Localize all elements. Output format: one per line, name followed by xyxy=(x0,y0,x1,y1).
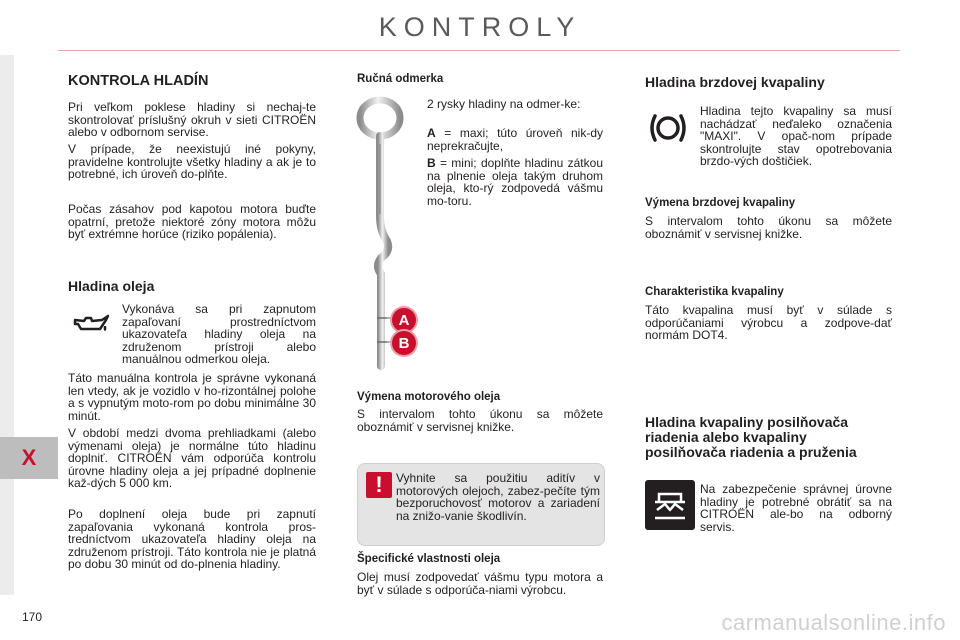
marker-b: B xyxy=(392,331,416,355)
paragraph-level-a xyxy=(427,127,603,152)
text-b: = mini; doplňte hladinu zátkou na plnenie oleja takým druhom oleja, kto-rý zodpovedá vášmu mo-toru. xyxy=(427,156,603,208)
paragraph-regular-check: V prípade, že neexistujú iné pokyny, pravidelne kontrolujte všetky hladiny a ak je to potrebné, ich úroveň do-plňte. xyxy=(68,142,316,181)
chapter-tab[interactable]: X xyxy=(0,437,58,479)
section-title-brake-fluid: Hladina brzdovej kvapaliny xyxy=(645,74,825,90)
section-title-dipstick: Ručná odmerka xyxy=(357,73,444,85)
section-title-oil-level: Hladina oleja xyxy=(68,278,155,294)
warning-note xyxy=(357,463,605,546)
page-number: 170 xyxy=(22,610,43,624)
section-title-oil-spec: Špecifické vlastnosti oleja xyxy=(357,553,501,565)
paragraph-fluid-char: Táto kvapalina musí byť v súlade s odporúčaniami výrobcu a zodpove-dať normám DOT4. xyxy=(645,303,892,342)
watermark: carmanualsonline.info xyxy=(721,610,946,635)
side-strip xyxy=(0,55,14,595)
paragraph-manual-check: Táto manuálna kontrola je správne vykonaná len vtedy, ak je vozidlo v ho-rizontálnej polohe a s vypnutým moto-rom po dobu minimálne 30 minút. xyxy=(68,371,316,423)
paragraph-oil-intro: Vykonáva sa pri zapnutom zapaľovaní prostredníctvom ukazovateľa hladiny oleja na združenom prístroji alebo manuálnou odmerkou oleja. xyxy=(122,302,316,366)
section-title-oil-change: Výmena motorového oleja xyxy=(357,391,501,403)
suspension-warning-icon xyxy=(645,480,695,530)
section-title-steering-fluid: Hladina kvapaliny posilňovača riadenia alebo kvapaliny posilňovača riadenia a pruženia xyxy=(645,414,857,460)
paragraph-brake-intro: Hladina tejto kvapaliny sa musí nachádzať neďaleko označenia "MAXI". V opač-nom prípade skontrolujte stav opotrebovania brzdo-vých doštičiek. xyxy=(700,104,892,168)
oil-can-icon xyxy=(72,312,110,336)
paragraph-steering-fluid: Na zabezpečenie správnej úrovne hladiny je potrebné obrátiť sa na CITROËN ale-bo na odborný servis. xyxy=(700,482,892,534)
paragraph-after-refill: Po doplnení oleja bude pri zapnutí zapaľovania vykonaná kontrola pros-tredníctvom ukazovateľa hladiny oleja na združenom prístroji. Táto kontrola nie je platná po dobu 30 minút od do-plnenia hladiny. xyxy=(68,507,316,571)
paragraph-hot-engine: Počas zásahov pod kapotou motora buďte opatrní, pretože niektoré zóny motora môžu byť extrémne horúce (riziko popálenia). xyxy=(68,202,316,241)
paragraph-brake-change: S intervalom tohto úkonu sa môžete oboznámiť v servisnej knižke. xyxy=(645,214,892,241)
title-rule xyxy=(58,50,900,51)
label-a: A xyxy=(427,126,436,140)
paragraph-low-level: Pri veľkom poklese hladiny si nechaj-te skontrolovať príslušný okruh v sieti CITROËN alebo v odbornom servise. xyxy=(68,100,316,139)
section-title-brake-change: Výmena brzdovej kvapaliny xyxy=(645,197,796,209)
paragraph-oil-spec: Olej musí zodpovedať vášmu typu motora a byť v súlade s odporúča-niami výrobcu. xyxy=(357,570,603,597)
warning-icon: ! xyxy=(366,472,392,498)
warning-note-text: Vyhnite sa použitiu aditív v motorových olejoch, zabez-pečíte tým bezporuchovosť motorov a zariadení na znižo-vanie škodlivín. xyxy=(396,471,600,523)
section-title-fluid-char: Charakteristika kvapaliny xyxy=(645,286,784,298)
dipstick-illustration xyxy=(355,96,425,374)
section-title-level-checks: KONTROLA HLADÍN xyxy=(68,73,209,89)
marker-a: A xyxy=(392,308,416,332)
paragraph-level-b xyxy=(427,157,603,207)
text-a: = maxi; túto úroveň nik-dy neprekračujte, xyxy=(427,126,603,153)
brake-warning-icon xyxy=(648,112,688,144)
label-b: B xyxy=(427,156,436,170)
paragraph-dipstick-intro: 2 rysky hladiny na odmer-ke: xyxy=(427,97,581,111)
paragraph-oil-change: S intervalom tohto úkonu sa môžete oboznámiť v servisnej knižke. xyxy=(357,407,603,434)
page-title: KONTROLY xyxy=(378,12,582,42)
paragraph-between-services: V období medzi dvoma prehliadkami (alebo výmenami oleja) je normálne túto hladinu doplniť. CITROËN vám odporúča kontrolu úrovne hladiny oleja a jej prípadné doplnenie kaž-dých 5 000 km. xyxy=(68,426,316,490)
